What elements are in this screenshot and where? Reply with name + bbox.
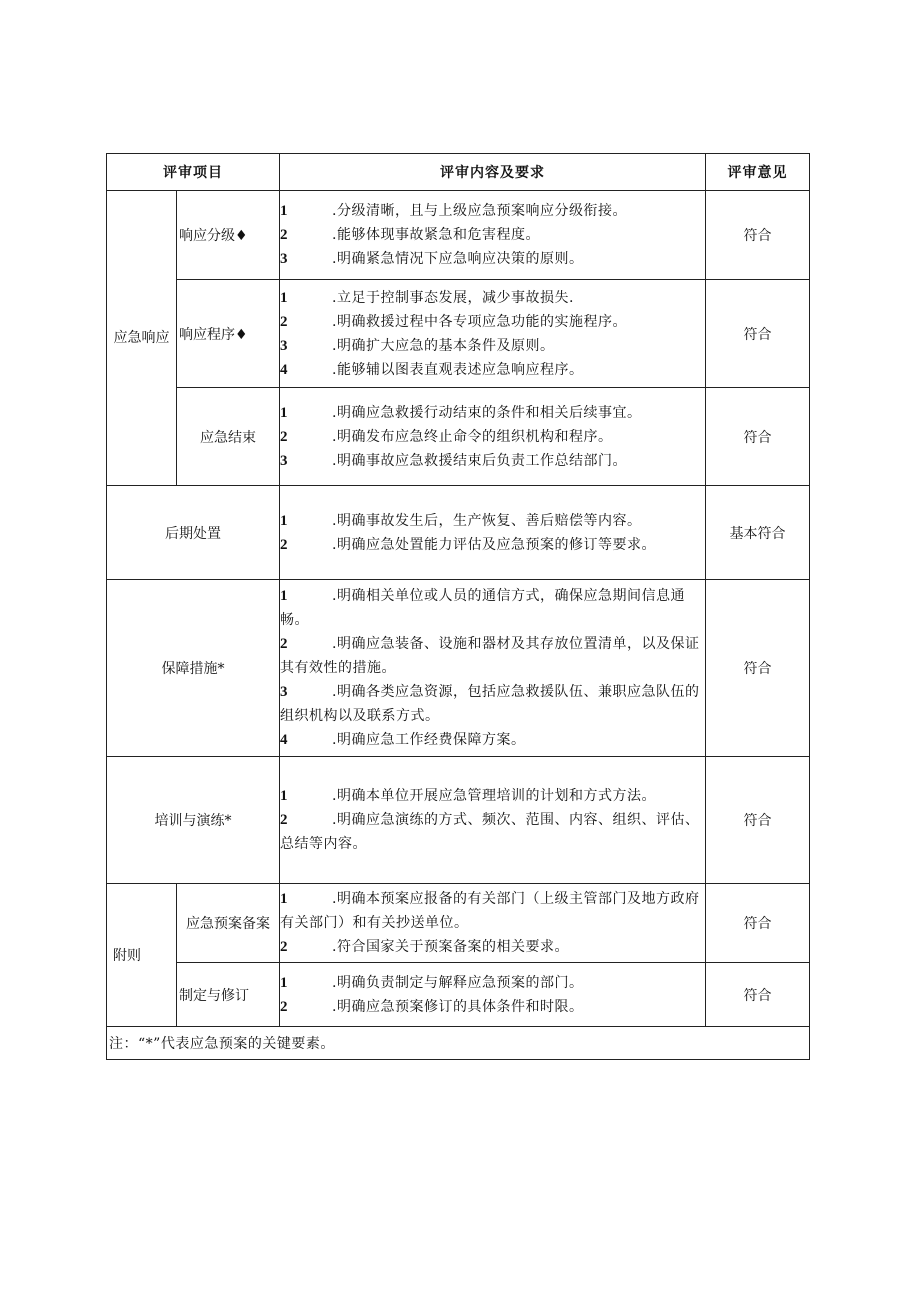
item-text: .明确紧急情况下应急响应决策的原则。 xyxy=(332,251,584,267)
opinion-training: 符合 xyxy=(706,757,810,884)
item-number: 2 xyxy=(280,998,288,1015)
row-aftermath xyxy=(107,486,810,580)
requirements-safeguards xyxy=(280,580,706,757)
row-appendix-revision xyxy=(107,963,810,1027)
row-note xyxy=(107,1027,810,1060)
header-item: 评审项目 xyxy=(107,154,280,191)
sub-item-grading: 响应分级♦ xyxy=(177,191,280,280)
item-number: 1 xyxy=(280,404,288,421)
item-number: 4 xyxy=(280,732,288,748)
item-number: 3 xyxy=(280,251,288,267)
item-number: 4 xyxy=(280,361,288,378)
header-opinion: 评审意见 xyxy=(706,154,810,191)
review-table xyxy=(106,153,810,1060)
sub-item-filing: 应急预案备案 xyxy=(177,884,280,963)
item-number: 2 xyxy=(280,313,288,330)
category-appendix: 附则 xyxy=(107,884,177,1027)
item-text: .明确发布应急终止命令的组织机构和程序。 xyxy=(332,428,613,445)
row-response-end xyxy=(107,388,810,486)
item-text: .能够体现事故紧急和危害程度。 xyxy=(332,227,540,243)
opinion-procedure: 符合 xyxy=(706,280,810,388)
item-number: 1 xyxy=(280,512,288,529)
row-appendix-filing xyxy=(107,884,810,963)
requirements-aftermath xyxy=(280,486,706,580)
item-text: .明确事故发生后，生产恢复、善后赔偿等内容。 xyxy=(332,512,642,529)
item-text: .明确扩大应急的基本条件及原则。 xyxy=(332,337,555,354)
item-text: .能够辅以图表直观表述应急响应程序。 xyxy=(332,361,584,378)
item-text: .明确各类应急资源，包括应急救援队伍、兼职应急队伍的组织机构以及联系方式。 xyxy=(280,684,700,724)
header-row xyxy=(107,154,810,191)
item-number: 3 xyxy=(280,684,288,700)
sub-item-procedure: 响应程序♦ xyxy=(177,280,280,388)
item-text: .明确本预案应报备的有关部门（上级主管部门及地方政府有关部门）和有关抄送单位。 xyxy=(280,891,700,931)
requirements-filing xyxy=(280,884,706,963)
item-text: .明确负责制定与解释应急预案的部门。 xyxy=(332,974,584,991)
item-number: 2 xyxy=(280,227,288,243)
category-safeguards: 保障措施* xyxy=(107,580,280,757)
item-text: .明确相关单位或人员的通信方式，确保应急期间信息通畅。 xyxy=(280,588,685,628)
opinion-safeguards: 符合 xyxy=(706,580,810,757)
item-text: .明确事故应急救援结束后负责工作总结部门。 xyxy=(332,452,627,469)
category-aftermath: 后期处置 xyxy=(107,486,280,580)
header-content: 评审内容及要求 xyxy=(280,154,706,191)
item-text: .明确应急工作经费保障方案。 xyxy=(332,732,526,748)
item-number: 2 xyxy=(280,939,288,955)
item-text: .明确救援过程中各专项应急功能的实施程序。 xyxy=(332,313,627,330)
item-text: .明确应急救援行动结束的条件和相关后续事宜。 xyxy=(332,404,642,421)
row-training xyxy=(107,757,810,884)
opinion-filing: 符合 xyxy=(706,884,810,963)
item-number: 1 xyxy=(280,289,288,306)
item-number: 3 xyxy=(280,452,288,469)
requirements-grading xyxy=(280,191,706,280)
item-number: 2 xyxy=(280,536,288,553)
item-text: .立足于控制事态发展，减少事故损失. xyxy=(332,289,574,306)
item-number: 1 xyxy=(280,891,288,907)
item-text: .分级清晰，且与上级应急预案响应分级衔接。 xyxy=(332,203,627,219)
item-text: .符合国家关于预案备案的相关要求。 xyxy=(332,939,569,955)
opinion-revision: 符合 xyxy=(706,963,810,1027)
item-text: .明确本单位开展应急管理培训的计划和方式方法。 xyxy=(332,788,656,804)
sub-item-revision: 制定与修订 xyxy=(177,963,280,1027)
item-text: .明确应急装备、设施和器材及其存放位置清单，以及保证其有效性的措施。 xyxy=(280,636,700,676)
opinion-aftermath: 基本符合 xyxy=(706,486,810,580)
requirements-procedure xyxy=(280,280,706,388)
requirements-training xyxy=(280,757,706,884)
row-response-procedure xyxy=(107,280,810,388)
requirements-revision xyxy=(280,963,706,1027)
item-text: .明确应急处置能力评估及应急预案的修订等要求。 xyxy=(332,536,656,553)
item-number: 1 xyxy=(280,588,288,604)
item-text: .明确应急预案修订的具体条件和时限。 xyxy=(332,998,584,1015)
row-safeguards xyxy=(107,580,810,757)
item-number: 1 xyxy=(280,974,288,991)
item-number: 1 xyxy=(280,788,288,804)
item-number: 2 xyxy=(280,636,288,652)
opinion-grading: 符合 xyxy=(706,191,810,280)
item-number: 3 xyxy=(280,337,288,354)
requirements-end xyxy=(280,388,706,486)
opinion-end: 符合 xyxy=(706,388,810,486)
category-emergency-response: 应急响应 xyxy=(107,191,177,486)
item-number: 1 xyxy=(280,203,288,219)
row-response-grading xyxy=(107,191,810,280)
item-text: .明确应急演练的方式、频次、范围、内容、组织、评估、总结等内容。 xyxy=(280,812,700,852)
sub-item-end: 应急结束 xyxy=(177,388,280,486)
table-note: 注：“*”代表应急预案的关键要素。 xyxy=(107,1027,810,1060)
category-training: 培训与演练* xyxy=(107,757,280,884)
item-number: 2 xyxy=(280,812,288,828)
item-number: 2 xyxy=(280,428,288,445)
